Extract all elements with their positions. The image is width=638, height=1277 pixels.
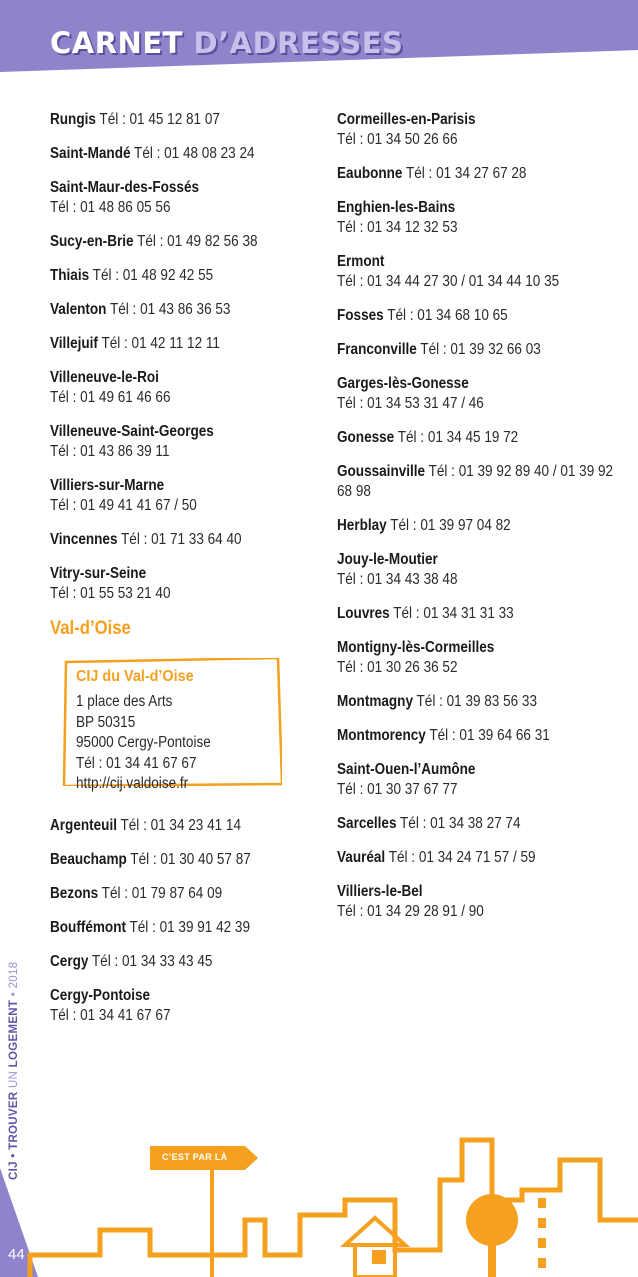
entry-name: Saint-Maur-des-Fossés	[50, 179, 200, 196]
page-title	[50, 26, 403, 60]
entry-name: Valenton	[50, 301, 107, 318]
entry-phone: Tél : 01 79 87 64 09	[101, 885, 223, 902]
entry-name: Sucy-en-Brie	[50, 233, 134, 250]
entry-name: Saint-Mandé	[50, 145, 131, 162]
entry-name: Montmorency	[337, 727, 426, 744]
entry-phone: Tél : 01 45 12 81 07	[99, 111, 220, 128]
entry-name: Bezons	[50, 885, 99, 902]
entry-name: Villejuif	[50, 335, 98, 352]
entry-phone: Tél : 01 39 32 66 03	[420, 341, 541, 358]
entry-name: Eaubonne	[337, 165, 403, 182]
entry-name: Louvres	[337, 605, 390, 622]
right-column	[337, 110, 627, 936]
address-entry	[50, 368, 319, 408]
entry-name: Enghien-les-Bains	[337, 199, 456, 216]
entry-name: Vitry-sur-Seine	[50, 565, 147, 582]
entry-phone: Tél : 01 42 11 12 11	[101, 335, 220, 352]
entry-phone: Tél : 01 34 38 27 74	[400, 815, 521, 832]
entry-phone: Tél : 01 48 08 23 24	[134, 145, 255, 162]
entry-phone: Tél : 01 30 26 36 52	[337, 659, 458, 676]
entry-name: Villeneuve-le-Roi	[50, 369, 159, 386]
address-entry	[50, 816, 319, 836]
entry-phone: Tél : 01 49 82 56 38	[137, 233, 258, 250]
skyline-illustration	[0, 1120, 638, 1277]
right-entries	[337, 110, 627, 922]
box-phone-line: Tél : 01 34 41 67 67	[76, 754, 197, 772]
entry-name: Beauchamp	[50, 851, 127, 868]
entry-phone: Tél : 01 39 83 56 33	[416, 693, 538, 710]
left-entries-bottom	[50, 816, 318, 1026]
entry-phone: Tél : 01 34 12 32 53	[337, 219, 458, 236]
page-number: 44	[8, 1246, 25, 1263]
tower-window-icon	[538, 1198, 546, 1208]
side-part-2: UN	[8, 1070, 20, 1089]
address-entry	[50, 884, 319, 904]
entry-phone: Tél : 01 34 23 41 14	[120, 817, 241, 834]
entry-name: Montmagny	[337, 693, 413, 710]
title-part-1: CARNET	[50, 26, 183, 60]
left-entries-top	[50, 110, 318, 604]
entry-name: Villiers-le-Bel	[337, 883, 423, 900]
side-part-3: LOGEMENT	[8, 999, 20, 1068]
side-bullet-2: •	[8, 991, 20, 997]
address-entry	[337, 198, 628, 238]
entry-name: Garges-lès-Gonesse	[337, 375, 469, 392]
address-entry	[50, 918, 319, 938]
entry-phone: Tél : 01 34 44 27 30 / 01 34 44 10 35	[337, 273, 560, 290]
entry-phone: Tél : 01 34 53 31 47 / 46	[337, 395, 484, 412]
entry-name: Herblay	[337, 517, 387, 534]
entry-phone: Tél : 01 39 97 04 82	[390, 517, 511, 534]
entry-name: Jouy-le-Moutier	[337, 551, 438, 568]
address-entry	[50, 476, 319, 516]
address-entry	[50, 952, 319, 972]
entry-phone: Tél : 01 30 37 67 77	[337, 781, 458, 798]
entry-name: Montigny-lès-Cormeilles	[337, 639, 495, 656]
entry-name: Vincennes	[50, 531, 118, 548]
entry-phone: Tél : 01 34 50 26 66	[337, 131, 458, 148]
address-entry	[337, 604, 628, 624]
box-address-line: 1 place des Arts	[76, 693, 173, 710]
address-entry	[337, 760, 628, 800]
house-window-icon	[372, 1250, 386, 1264]
address-entry	[337, 550, 628, 590]
address-entry	[337, 164, 628, 184]
entry-name: Cormeilles-en-Parisis	[337, 111, 476, 128]
title-part-2: D’ADRESSES	[193, 26, 404, 60]
address-entry	[337, 882, 628, 922]
entry-phone: Tél : 01 48 92 42 55	[92, 267, 214, 284]
address-entry	[337, 726, 628, 746]
box-city-line: 95000 Cergy-Pontoise	[76, 734, 211, 751]
entry-phone: Tél : 01 34 27 67 28	[405, 165, 527, 182]
side-year: 2018	[8, 961, 20, 989]
entry-phone: Tél : 01 34 45 19 72	[397, 429, 519, 446]
entry-name: Cergy	[50, 953, 89, 970]
entry-phone: Tél : 01 48 86 05 56	[50, 199, 171, 216]
entry-phone: Tél : 01 71 33 64 40	[121, 531, 242, 548]
entry-name: Franconville	[337, 341, 417, 358]
side-bullet: •	[8, 1153, 20, 1158]
entry-name: Villiers-sur-Marne	[50, 477, 165, 494]
entry-phone: Tél : 01 39 64 66 31	[429, 727, 550, 744]
entry-name: Gonesse	[337, 429, 395, 446]
entry-name: Thiais	[50, 267, 90, 284]
entry-phone: Tél : 01 34 68 10 65	[387, 307, 508, 324]
address-entry	[50, 530, 319, 550]
side-part-1: TROUVER	[8, 1091, 20, 1150]
entry-phone: Tél : 01 34 43 38 48	[337, 571, 458, 588]
address-entry	[337, 252, 628, 292]
entry-name: Rungis	[50, 111, 96, 128]
entry-phone: Tél : 01 39 91 42 39	[129, 919, 250, 936]
entry-phone: Tél : 01 43 86 39 11	[50, 443, 170, 460]
box-website-link[interactable]: http://cij.valdoise.fr	[76, 775, 189, 792]
address-entry	[337, 814, 628, 834]
entry-phone: Tél : 01 34 24 71 57 / 59	[388, 849, 536, 866]
entry-name: Argenteuil	[50, 817, 117, 834]
address-entry	[337, 462, 628, 502]
address-entry	[337, 110, 628, 150]
entry-name: Ermont	[337, 253, 385, 270]
address-entry	[337, 516, 628, 536]
address-entry	[50, 850, 319, 870]
address-entry	[337, 638, 628, 678]
address-entry	[337, 428, 628, 448]
address-entry	[50, 144, 319, 164]
sign-label: C’EST PAR LÀ	[162, 1152, 228, 1162]
entry-name: Fosses	[337, 307, 384, 324]
section-title-val-doise: Val-d’Oise	[50, 618, 131, 639]
address-entry	[50, 266, 319, 286]
entry-phone: Tél : 01 34 29 28 91 / 90	[337, 903, 484, 920]
entry-name: Vauréal	[337, 849, 386, 866]
entry-phone: Tél : 01 43 86 36 53	[109, 301, 231, 318]
address-entry	[337, 848, 628, 868]
entry-phone: Tél : 01 55 53 21 40	[50, 585, 171, 602]
address-entry	[337, 340, 628, 360]
entry-phone: Tél : 01 34 41 67 67	[50, 1007, 171, 1024]
box-title: CIJ du Val-d’Oise	[76, 668, 194, 685]
address-entry	[50, 178, 319, 218]
entry-name: Sarcelles	[337, 815, 397, 832]
entry-phone: Tél : 01 34 31 31 33	[393, 605, 514, 622]
address-entry	[50, 300, 319, 320]
side-cij: CIJ	[8, 1161, 20, 1180]
entry-name: Villeneuve-Saint-Georges	[50, 423, 214, 440]
entry-name: Bouffémont	[50, 919, 126, 936]
left-column	[50, 110, 318, 1040]
entry-phone: Tél : 01 34 33 43 45	[91, 953, 213, 970]
address-entry	[50, 564, 319, 604]
skyline-outline	[30, 1140, 638, 1277]
entry-phone: Tél : 01 30 40 57 87	[130, 851, 251, 868]
entry-phone: Tél : 01 39 92 89 40 / 01 39 92 68 98	[337, 463, 614, 500]
address-entry	[337, 692, 628, 712]
address-entry	[50, 232, 319, 252]
entry-phone: Tél : 01 49 61 46 66	[50, 389, 171, 406]
entry-name: Saint-Ouen-l’Aumône	[337, 761, 476, 778]
address-entry	[337, 306, 628, 326]
entry-phone: Tél : 01 49 41 41 67 / 50	[50, 497, 197, 514]
address-entry	[337, 374, 628, 414]
box-bp-line: BP 50315	[76, 713, 136, 731]
address-entry	[50, 422, 319, 462]
entry-name: Goussainville	[337, 463, 426, 480]
address-entry	[50, 986, 319, 1026]
entry-name: Cergy-Pontoise	[50, 987, 151, 1004]
address-entry	[50, 334, 319, 354]
cij-address-box	[60, 658, 282, 792]
address-entry	[50, 110, 319, 130]
